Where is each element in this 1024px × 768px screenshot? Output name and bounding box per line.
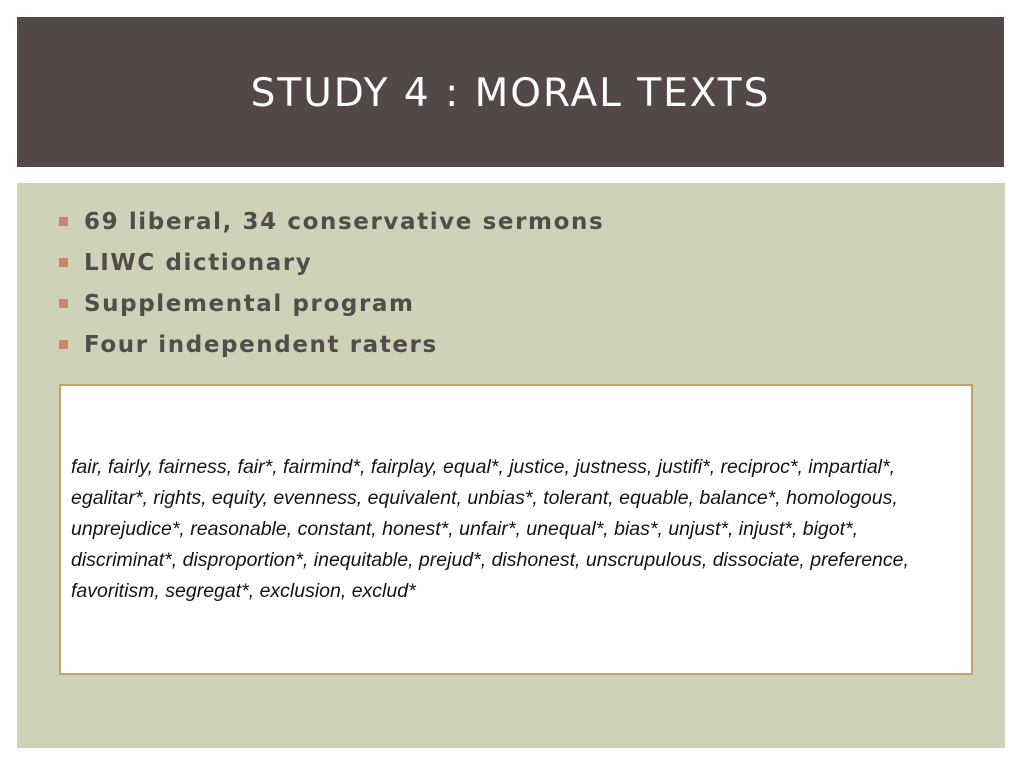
- title-bar: [17, 17, 1004, 167]
- bullet-text: Four independent raters: [84, 331, 438, 358]
- square-bullet-icon: [59, 217, 68, 226]
- slide-title: STUDY 4 : MORAL TEXTS: [250, 70, 771, 116]
- bullet-item: [59, 283, 604, 324]
- bullet-item: [59, 201, 604, 242]
- bullet-text: 69 liberal, 34 conservative sermons: [84, 208, 605, 235]
- bullet-item: [59, 242, 604, 283]
- bullet-item: [59, 324, 604, 365]
- bullet-text: Supplemental program: [84, 290, 415, 317]
- square-bullet-icon: [59, 258, 68, 267]
- bullet-list: [59, 201, 604, 365]
- bullet-text: LIWC dictionary: [84, 249, 313, 276]
- word-list-box: [59, 384, 973, 675]
- square-bullet-icon: [59, 340, 68, 349]
- content-panel: [17, 183, 1005, 748]
- word-list-text: fair, fairly, fairness, fair*, fairmind*, fairplay, equal*, justice, justness, justifi*, reciproc*, impartial*, egalitar*, rights, equity, evenness, equivalent, unbias*, tolerant, equable, balance*, homologous, unprejudice*, reasonable, constant, honest*, unfair*, unequal*, bias*, unjust*, injust*, bigot*, discriminat*, disproportion*, inequitable, prejud*, dishonest, unscrupulous, dissociate, preference, favoritism, segregat*, exclusion, exclud*: [71, 456, 909, 602]
- square-bullet-icon: [59, 299, 68, 308]
